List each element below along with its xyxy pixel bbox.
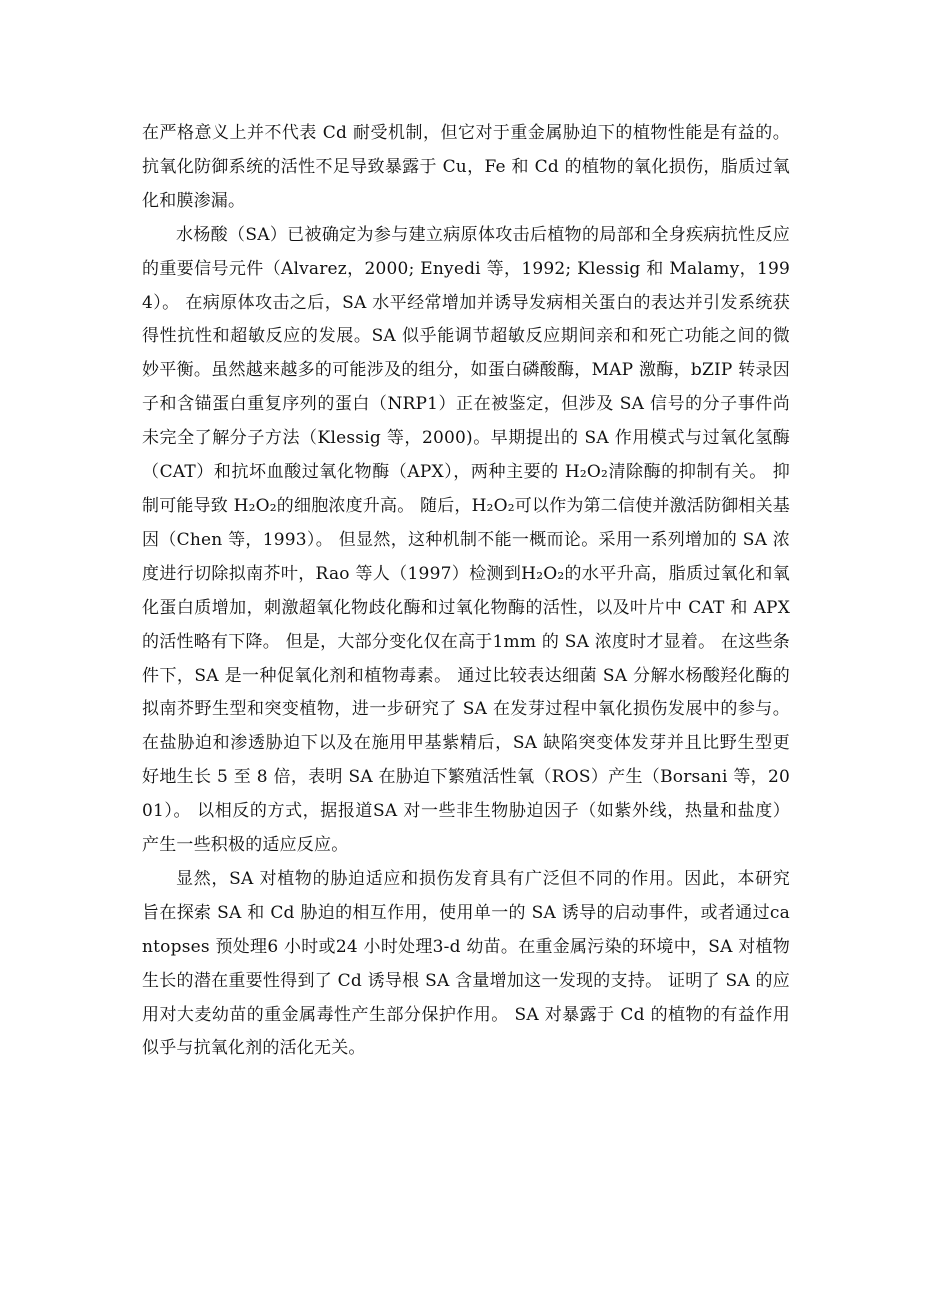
paragraph-1: 在严格意义上并不代表 Cd 耐受机制，但它对于重金属胁迫下的植物性能是有益的。 抗氧化防御系统的活性不足导致暴露于 Cu，Fe 和 Cd 的植物的氧化损伤，脂质过氧化和膜渗漏。 <box>142 123 790 211</box>
paragraph-3: 显然，SA 对植物的胁迫适应和损伤发育具有广泛但不同的作用。因此，本研究旨在探索 SA 和 Cd 胁迫的相互作用，使用单一的 SA 诱导的启动事件，或者通过cantopses 预处理6 小时或24 小时处理3-d 幼苗。在重金属污染的环境中，SA 对植物生长的潜在重要性得到了 Cd 诱导根 SA 含量增加这一发现的支持。 证明了 SA 的应用对大麦幼苗的重金属毒性产生部分保护作用。 SA 对暴露于 Cd 的植物的有益作用似乎与抗氧化剂的活化无关。 <box>142 868 790 1059</box>
paragraph-2: 水杨酸（SA）已被确定为参与建立病原体攻击后植物的局部和全身疾病抗性反应的重要信号元件（Alvarez，2000; Enyedi 等，1992; Klessig 和 Malamy，1994）。 在病原体攻击之后，SA 水平经常增加并诱导发病相关蛋白的表达并引发系统获得性抗性和超敏反应的发展。SA 似乎能调节超敏反应期间亲和和死亡功能之间的微妙平衡。虽然越来越多的可能涉及的组分，如蛋白磷酸酶，MAP 激酶，bZIP 转录因子和含锚蛋白重复序列的蛋白（NRP1）正在被鉴定，但涉及 SA 信号的分子事件尚未完全了解分子方法（Klessig 等，2000)。早期提出的 SA 作用模式与过氧化氢酶（CAT）和抗坏血酸过氧化物酶（APX），两种主要的 H₂O₂清除酶的抑制有关。 抑制可能导致 H₂O₂的细胞浓度升高。 随后，H₂O₂可以作为第二信使并激活防御相关基因（Chen 等，1993）。 但显然，这种机制不能一概而论。采用一系列增加的 SA 浓度进行切除拟南芥叶，Rao 等人（1997）检测到H₂O₂的水平升高，脂质过氧化和氧化蛋白质增加，刺激超氧化物歧化酶和过氧化物酶的活性，以及叶片中 CAT 和 APX 的活性略有下降。 但是，大部分变化仅在高于1mm 的 SA 浓度时才显着。 在这些条件下，SA 是一种促氧化剂和植物毒素。 通过比较表达细菌 SA 分解水杨酸羟化酶的拟南芥野生型和突变植物，进一步研究了 SA 在发芽过程中氧化损伤发展中的参与。在盐胁迫和渗透胁迫下以及在施用甲基紫精后，SA 缺陷突变体发芽并且比野生型更好地生长 5 至 8 倍，表明 SA 在胁迫下繁殖活性氧（ROS）产生（Borsani 等，2001）。 以相反的方式，据报道SA 对一些非生物胁迫因子（如紫外线，热量和盐度）产生一些积极的适应反应。 <box>142 224 790 856</box>
document-page <box>142 117 790 1066</box>
